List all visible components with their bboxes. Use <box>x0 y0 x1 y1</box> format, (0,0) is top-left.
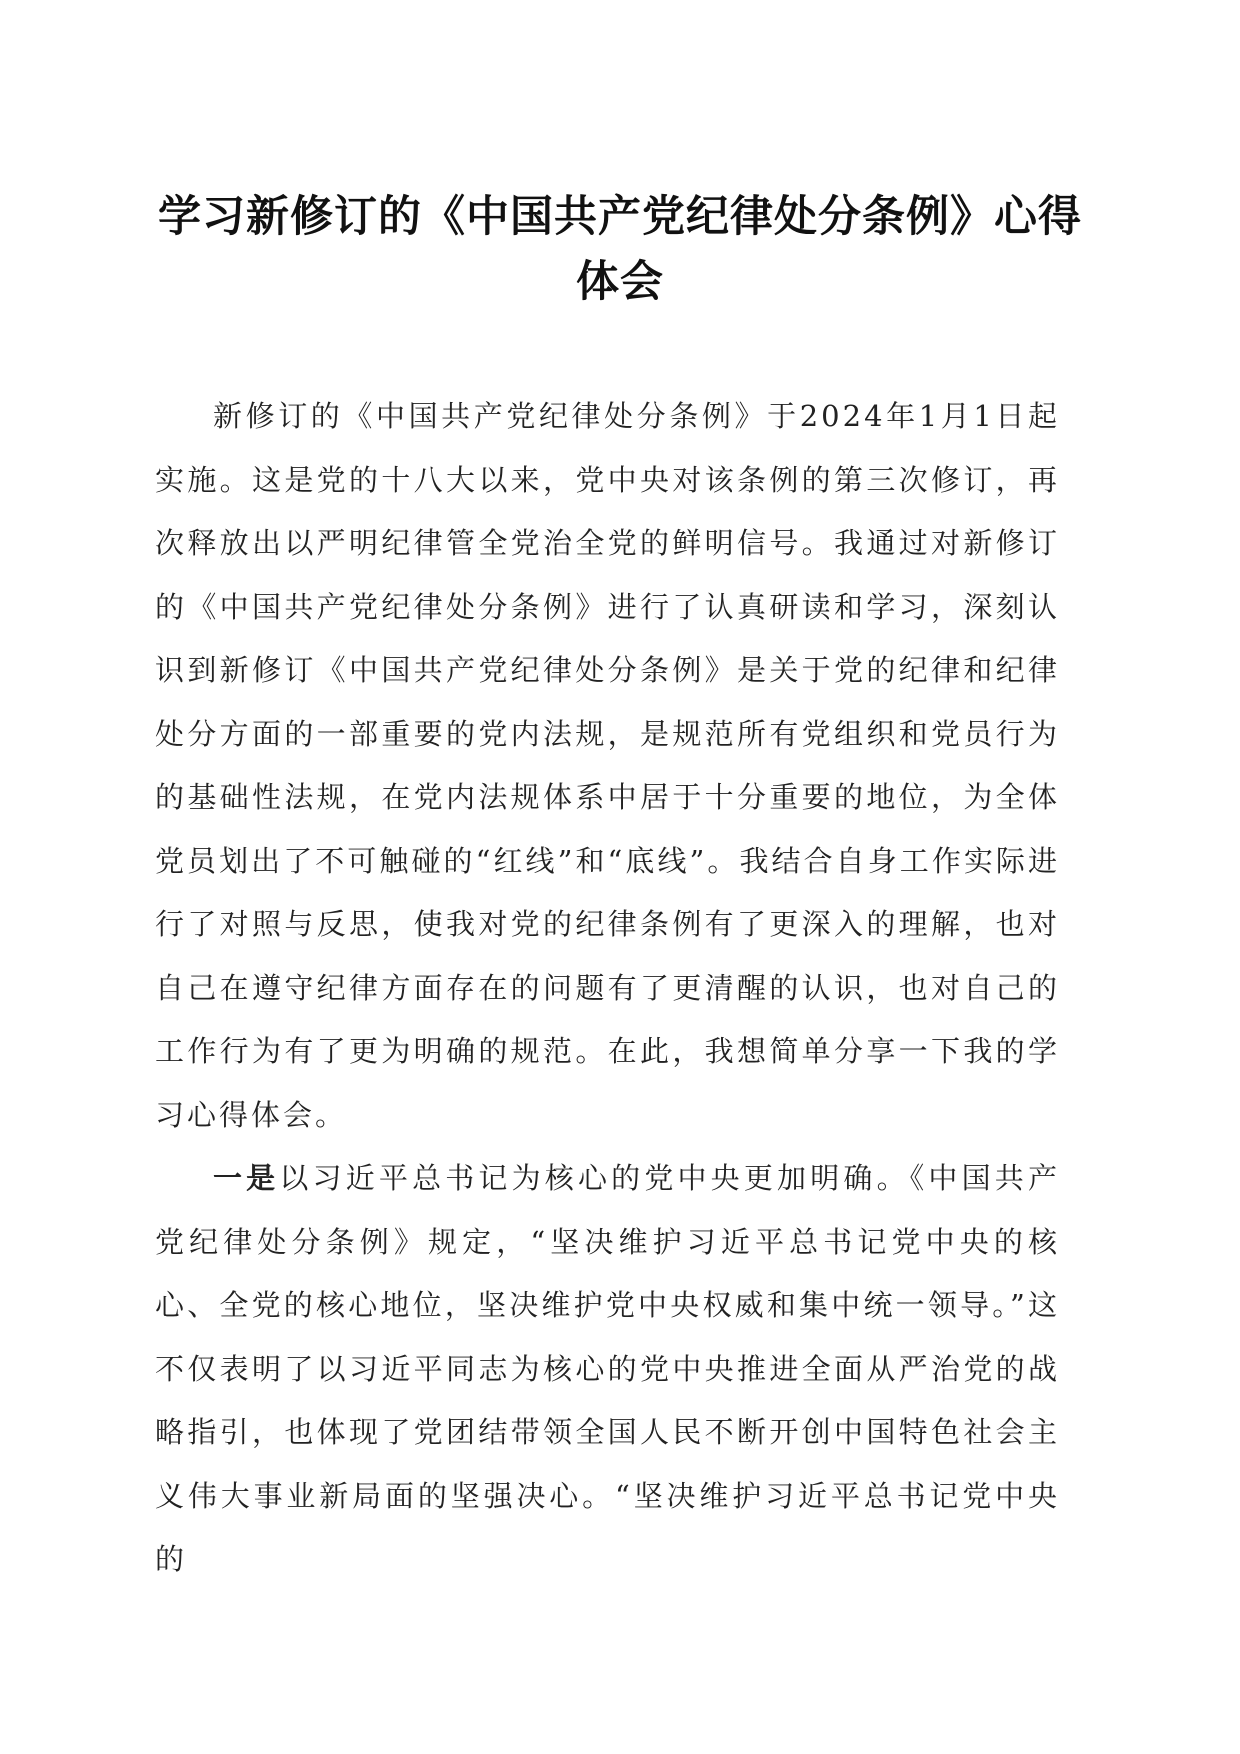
paragraph-text: 新修订的《中国共产党纪律处分条例》于2024年1月1日起实施。这是党的十八大以来，党中央对该条例的第三次修订，再次释放出以严明纪律管全党治全党的鲜明信号。我通过对新修订的《中国共产党纪律处分条例》进行了认真研读和学习，深刻认识到新修订《中国共产党纪律处分条例》是关于党的纪律和纪律处分方面的一部重要的党内法规，是规范所有党组织和党员行为的基础性法规，在党内法规体系中居于十分重要的地位，为全体党员划出了不可触碰的“红线”和“底线”。我结合自身工作实际进行了对照与反思，使我对党的纪律条例有了更深入的理解，也对自己在遵守纪律方面存在的问题有了更清醒的认识，也对自己的工作行为有了更为明确的规范。在此，我想简单分享一下我的学习心得体会。 <box>155 399 1060 1132</box>
paragraph-point-one <box>155 1147 1060 1592</box>
paragraph-text: 以习近平总书记为核心的党中央更加明确。《中国共产党纪律处分条例》规定，“坚决维护习近平总书记党中央的核心、全党的核心地位，坚决维护党中央权威和集中统一领导。”这不仅表明了以习近平同志为核心的党中央推进全面从严治党的战略指引，也体现了党团结带领全国人民不断开创中国特色社会主义伟大事业新局面的坚强决心。“坚决维护习近平总书记党中央的 <box>155 1161 1060 1576</box>
paragraph-lead: 一是 <box>213 1161 280 1195</box>
document-title: 学习新修订的《中国共产党纪律处分条例》心得体会 <box>158 192 1082 307</box>
paragraph-intro <box>155 385 1060 1147</box>
document-body <box>155 385 1060 1592</box>
